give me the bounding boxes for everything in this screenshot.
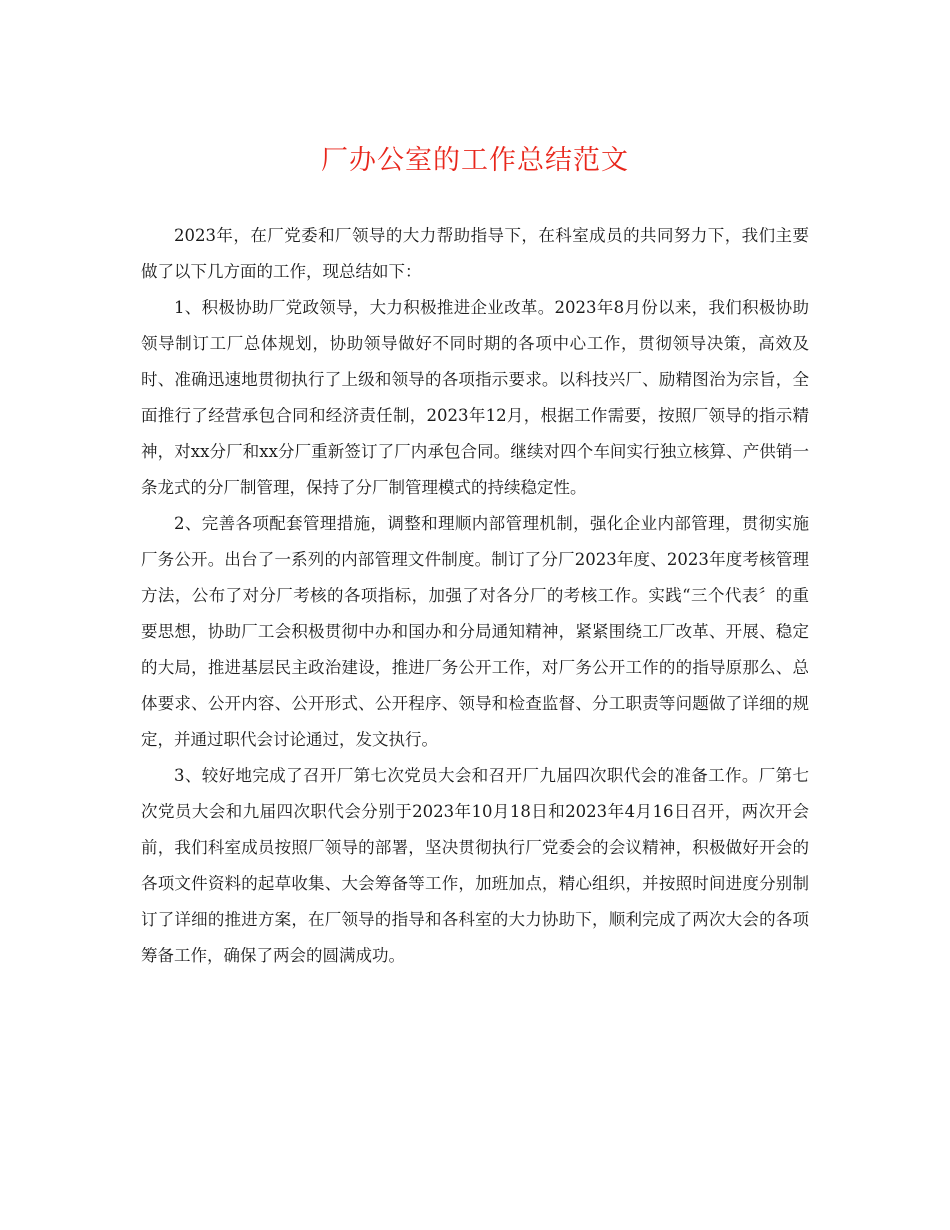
document-title: 厂办公室的工作总结范文 [321,145,629,176]
paragraph-intro: 2023年，在厂党委和厂领导的大力帮助指导下，在科室成员的共同努力下，我们主要做了以下几方面的工作，现总结如下： [141,226,809,281]
paragraph-item-1: 1、积极协助厂党政领导，大力积极推进企业改革。2023年8月份以来，我们积极协助领导制订工厂总体规划，协助领导做好不同时期的各项中心工作，贯彻领导决策，高效及时、准确迅速地贯彻执行了上级和领导的各项指示要求。以科技兴厂、励精图治为宗旨，全面推行了经营承包合同和经济责任制，2023年12月，根据工作需要，按照厂领导的指示精神，对xx分厂和xx分厂重新签订了厂内承包合同。继续对四个车间实行独立核算、产供销一条龙式的分厂制管理，保持了分厂制管理模式的持续稳定性。 [141,298,809,497]
document-body [141,218,809,974]
paragraph-item-3: 3、较好地完成了召开厂第七次党员大会和召开厂九届四次职代会的准备工作。厂第七次党员大会和九届四次职代会分别于2023年10月18日和2023年4月16日召开，两次开会前，我们科室成员按照厂领导的部署，坚决贯彻执行厂党委会的会议精神，积极做好开会的各项文件资料的起草收集、大会筹备等工作，加班加点，精心组织，并按照时间进度分别制订了详细的推进方案，在厂领导的指导和各科室的大力协助下，顺利完成了两次大会的各项筹备工作，确保了两会的圆满成功。 [141,766,809,965]
paragraph-item-2: 2、完善各项配套管理措施，调整和理顺内部管理机制，强化企业内部管理，贯彻实施厂务公开。出台了一系列的内部管理文件制度。制订了分厂2023年度、2023年度考核管理方法，公布了对分厂考核的各项指标，加强了对各分厂的考核工作。实践“三个代表〞的重要思想，协助厂工会积极贯彻中办和国办和分局通知精神，紧紧围绕工厂改革、开展、稳定的大局，推进基层民主政治建设，推进厂务公开工作，对厂务公开工作的的指导原那么、总体要求、公开内容、公开形式、公开程序、领导和检查监督、分工职责等问题做了详细的规定，并通过职代会讨论通过，发文执行。 [141,514,809,749]
